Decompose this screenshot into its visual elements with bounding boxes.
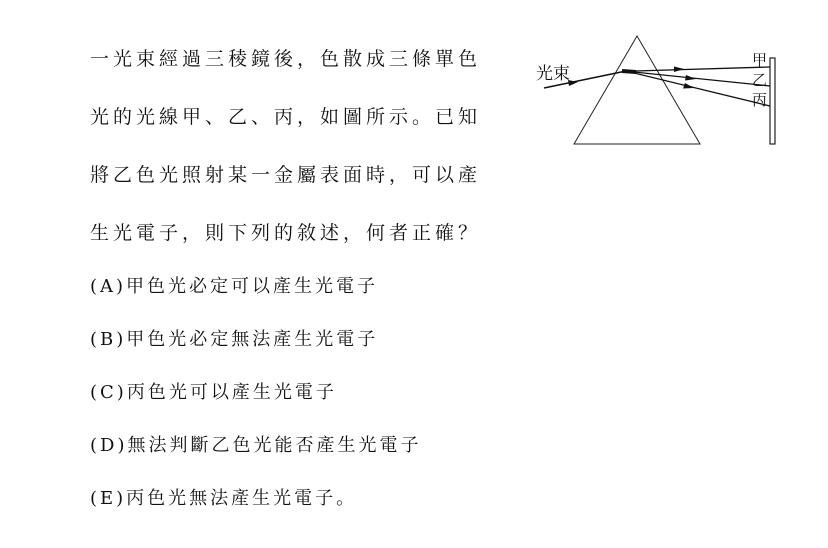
ray-label-yi: 乙 [752, 71, 768, 89]
ray-label-bing: 丙 [752, 91, 768, 109]
option-e[interactable]: (E)丙色光無法產生光電子。 [90, 488, 358, 509]
prism-triangle [574, 36, 700, 144]
internal-ray-bundle [622, 71, 636, 72]
ray-jia-arrowhead [674, 67, 684, 73]
stem-line-4: 生光電子，則下列的敘述，何者正確？ [90, 222, 482, 244]
stem-line-2: 光的光線甲、乙、丙，如圖所示。已知 [90, 106, 482, 128]
option-d[interactable]: (D)無法判斷乙色光能否產生光電子 [90, 435, 422, 456]
stem-line-3: 將乙色光照射某一金屬表面時，可以產 [90, 164, 482, 186]
ray-label-jia: 甲 [752, 51, 768, 69]
option-c[interactable]: (C)丙色光可以產生光電子 [90, 382, 337, 403]
ray-yi [634, 72, 770, 86]
option-b[interactable]: (B)甲色光必定無法產生光電子 [90, 329, 379, 350]
ray-bing [634, 73, 770, 106]
ray-jia [634, 67, 770, 71]
ray-bing-arrowhead [683, 83, 694, 89]
stem-line-1: 一光束經過三稜鏡後，色散成三條單色 [90, 48, 482, 70]
screen-bar [770, 58, 775, 144]
question-stem [90, 44, 510, 276]
option-a[interactable]: (A)甲色光必定可以產生光電子 [90, 276, 379, 297]
prism-diagram [534, 30, 784, 155]
beam-label: 光束 [536, 64, 570, 84]
answer-options [90, 274, 590, 539]
